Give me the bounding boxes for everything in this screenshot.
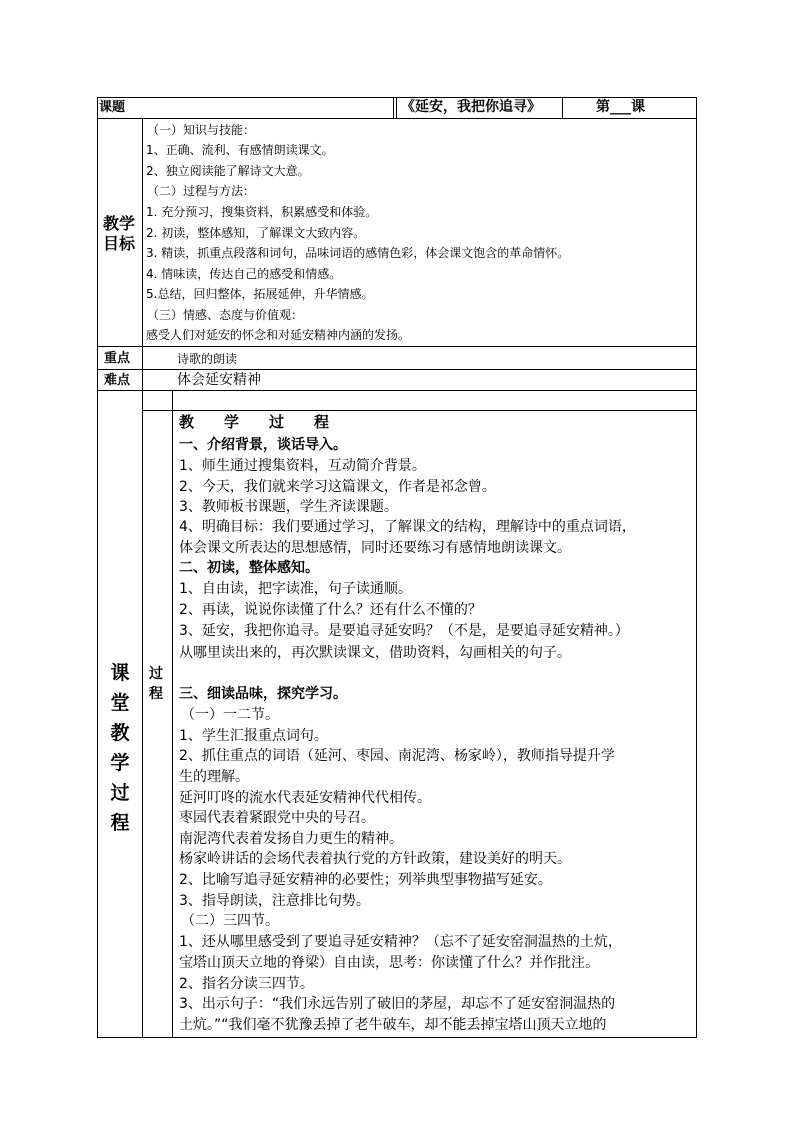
objective-line: （一）知识与技能： — [147, 123, 256, 137]
process-line: 一、介绍背景，谈话导入。 — [179, 437, 347, 453]
process-sub-label: 过程 — [149, 666, 163, 702]
process-line: 1、学生汇报重点词句。 — [179, 728, 328, 744]
process-line: 4、明确目标：我们要通过学习，了解课文的结构，理解诗中的重点词语， — [179, 519, 636, 535]
objectives-row-border — [97, 346, 697, 347]
process-line: 1、师生通过搜集资料，互动简介背景。 — [179, 458, 426, 474]
objective-line: （三）情感、态度与价值观： — [147, 308, 304, 322]
process-line: 延河叮咚的流水代表延安精神代代相传。 — [179, 790, 431, 806]
header-divider-1 — [393, 97, 394, 119]
process-line: 2、指名分读三四节。 — [179, 976, 314, 992]
sub-label-column-border — [172, 390, 173, 1038]
process-line: 1、自由读，把字读准，句子读通顺。 — [179, 581, 412, 597]
difficulty-row-border — [97, 390, 697, 391]
key-point-label: 重点 — [104, 351, 131, 366]
process-line: 杨家岭讲话的会场代表着执行党的方针政策，建设美好的明天。 — [179, 851, 571, 867]
table-left-border — [97, 97, 98, 1038]
lesson-title: 《延安，我把你追寻》 — [401, 99, 541, 115]
process-line: 三、细读品味，探究学习。 — [179, 686, 347, 702]
process-line: 3、教师板书课题，学生齐读课题。 — [179, 499, 398, 515]
process-line: 3、延安，我把你追寻。是要追寻延安吗？（不是，是要追寻延安精神。） — [179, 623, 629, 639]
process-line: 2、比喻写追寻延安精神的必要性；列举典型事物描写延安。 — [179, 872, 552, 888]
objective-line: 2、独立阅读能了解诗文大意。 — [146, 164, 310, 178]
objective-line: 1. 充分预习，搜集资料，积累感受和体验。 — [146, 205, 378, 219]
table-top-border — [97, 97, 697, 98]
header-row-border — [97, 118, 697, 119]
key-point-text: 诗歌的朗读 — [177, 352, 238, 366]
objective-line: 2. 初读，整体感知，了解课文大致内容。 — [146, 226, 366, 240]
process-line: 宝塔山顶天立地的脊梁）自由读，思考：你读懂了什么？并作批注。 — [179, 955, 599, 971]
process-line: 3、出示句子：“我们永远告别了破旧的茅屋，却忘不了延安窑洞温热的 — [179, 996, 616, 1012]
objectives-label: 教学目标 — [102, 214, 135, 253]
process-line: 2、抓住重点的词语（延河、枣园、南泥湾、杨家岭），教师指导提升学 — [179, 748, 615, 764]
process-line: 枣园代表着紧跟党中央的号召。 — [179, 810, 375, 826]
table-right-border — [696, 97, 697, 1038]
process-line: 1、还从哪里感受到了要追寻延安精神？（忘不了延安窑洞温热的土炕， — [179, 934, 622, 950]
process-line: 土炕。”“我们毫不犹豫丢掉了老牛破车，却不能丢掉宝塔山顶天立地的 — [179, 1017, 607, 1033]
objective-line: 5.总结，回归整体，拓展延伸，升华情感。 — [146, 287, 374, 301]
process-line: 生的理解。 — [179, 769, 249, 785]
process-line: 3、指导朗读，注意排比句势。 — [179, 893, 370, 909]
key-point-row-border — [97, 369, 697, 370]
objective-line: 1、正确、流利、有感情朗读课文。 — [146, 143, 334, 157]
objective-line: 4. 情味读，传达自己的感受和情感。 — [146, 267, 342, 281]
process-line: 体会课文所表达的思想感情，同时还要练习有感情地朗读课文。 — [179, 540, 571, 556]
topic-label: 课题 — [99, 100, 126, 115]
process-line: 二、初读，整体感知。 — [179, 560, 319, 576]
objective-line: 3. 精读，抓重点段落和词句，品味词语的感情色彩，体会课文饱含的革命情怀。 — [146, 246, 570, 260]
teaching-process-heading: 教 学 过 程 — [179, 413, 330, 431]
process-line: 2、今天，我们就来学习这篇课文，作者是祁念曾。 — [179, 479, 496, 495]
header-divider-3 — [562, 97, 563, 119]
process-line: （二）三四节。 — [181, 913, 279, 929]
difficulty-label: 难点 — [104, 373, 131, 388]
objective-line: （二）过程与方法： — [147, 184, 256, 198]
objective-line: 感受人们对延安的怀念和对延安精神内涵的发扬。 — [146, 328, 411, 342]
header-divider-2 — [396, 97, 397, 119]
table-bottom-border — [97, 1037, 697, 1038]
process-line: （一）一二节。 — [181, 707, 279, 723]
process-line: 2、再读，说说你读懂了什么？还有什么不懂的？ — [179, 602, 482, 618]
process-line: 南泥湾代表着发扬自力更生的精神。 — [179, 831, 403, 847]
label-column-border — [142, 118, 143, 1038]
process-line: 从哪里读出来的，再次默读课文，借助资料，勾画相关的句子。 — [179, 645, 571, 661]
classroom-process-label: 课堂教学过程 — [110, 662, 130, 834]
lesson-number: 第___课 — [596, 99, 645, 115]
blank-row-border — [142, 410, 697, 411]
difficulty-text: 体会延安精神 — [177, 372, 261, 388]
